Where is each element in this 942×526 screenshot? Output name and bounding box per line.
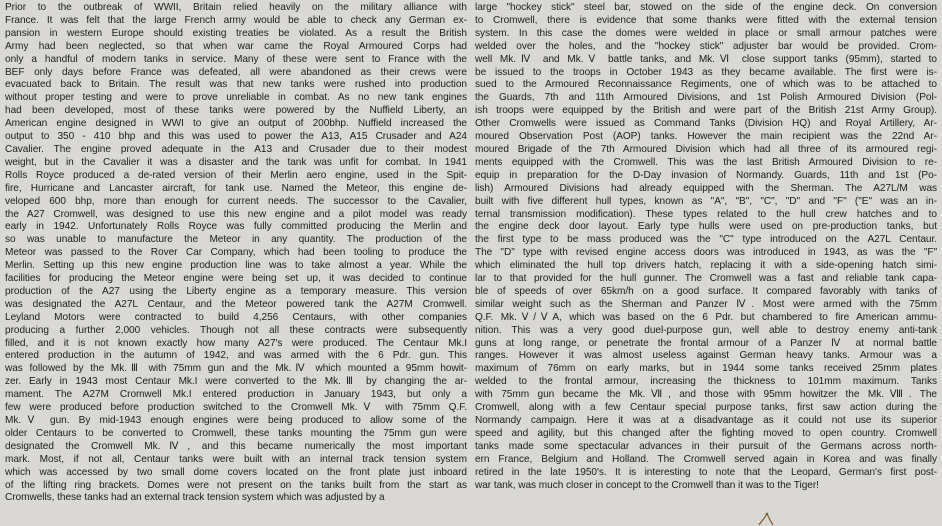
text-line: welded over the holes, and the "hockey stick" adjuster bar would be provided. Crom-: [475, 40, 937, 52]
text-line: the first type to be mass produced was the "C" type introduced on the A27L Centaur.: [475, 234, 937, 246]
text-line: ranges. However it was almost useless against German heavy tanks. Armour was a: [475, 350, 937, 362]
text-line: facilities for producing the Meteor engine were being set up, it was decided to continue: [5, 273, 467, 285]
text-line: ern France, Belgium and Holland. The Cromwell served again in Korea and was finally: [475, 453, 937, 465]
text-line: pansion in western Europe should existing treaties be violated. As a result the British: [5, 27, 467, 39]
text-line: weight, but in the Cavalier it was a disaster and the tank was unfit for combat. In 1941: [5, 156, 467, 168]
corner-decoration: [757, 512, 775, 526]
text-line: lar to that provided for the hull gunner. The Cromwell was a fast and reliable tank capa-: [475, 273, 937, 285]
text-line: Army had been neglected, so that when war came the Royal Armoured Corps had: [5, 40, 467, 52]
text-line: veloped 600 bhp, more than enough for current needs. The successor to the Cavalier,: [5, 195, 467, 207]
text-line: tanks made some spectacular advances in their pursuit of the Germans across north-: [475, 440, 937, 452]
text-line: sued to the Armoured Reconnaissance Regiments, one of which was to be attached to: [475, 79, 937, 91]
text-line: large "hockey stick" steel bar, stowed on the side of the engine deck. On conversion: [475, 2, 937, 13]
text-line: to Cromwell, there is evidence that some thanks were fitted with the external tension: [475, 14, 937, 26]
text-line: war tank, was much closer in concept to the Cromwell than it was to the Tiger!: [475, 479, 819, 491]
column-gutter: [470, 0, 471, 526]
text-line: Leyland Motors were contracted to build 4,256 Centaurs, with other companies: [5, 311, 467, 323]
text-line: ish troops were equipped by the British and were part of the British 21st Army Group).: [475, 105, 937, 117]
text-line: moured Brigade of the 7th Armoured Division which had all three of its armoured regi-: [475, 143, 937, 155]
text-line: filled, and it is not known exactly how many A27's were produced. The Centaur Mk.I: [5, 337, 467, 349]
text-line: Merlin. Setting up this new engine production line was to take almost a year. While the: [5, 260, 467, 272]
text-line: Mk.Ⅴ gun. By mid-1943 enough engines were being produced to allow some of the: [5, 415, 467, 426]
text-line: Cromwells, these tanks had an external track tension system which was adjusted by a: [5, 492, 385, 504]
text-line: Cavalier. The engine proved adequate in the A13 and Crusader due to their modest: [5, 143, 467, 155]
text-line: only a handful of modern tanks in service. Many of these were sent to France with the: [5, 53, 467, 65]
text-line: evacuated back to Britain. The result was that new tanks were rushed into production: [5, 79, 467, 91]
text-line: with 75mm gun became the Mk.Ⅶ, and those with 95mm howitzer the Mk.Ⅷ. The: [475, 389, 937, 401]
text-line: the Guards, 7th and 11th Armoured Divisions, and 1st Polish Armoured Division (Pol-: [475, 92, 937, 104]
text-line: which was accessed by two small dome covers located on the front plate just inboard: [5, 466, 467, 478]
text-line: was followed by the Mk.Ⅲ with 75mm gun and the Mk.Ⅳ which mounted a 95mm howit-: [5, 363, 467, 375]
text-line: equip in preparation for the D-Day invasion of Normandy. Guards, 11th and 1st (Po-: [475, 169, 937, 181]
right-text-column: [475, 2, 937, 492]
text-line: without proper testing and were to prove unreliable in combat. As no new tank engines: [5, 92, 467, 104]
text-line: zer. Early in 1943 most Centaur Mk.I were converted to the Mk.Ⅲ by changing the ar-: [5, 376, 467, 388]
text-line: Other Cromwells were issued as Command Tanks (Division HQ) and Royal Artillery, Ar-: [475, 118, 937, 130]
text-line: the A27 Cromwell, was designed to use this new engine and a pilot model was ready: [5, 208, 467, 220]
text-line: Normandy campaign. Here it was at a disadvantage as it could not use its superior: [475, 415, 937, 426]
text-line: Meteor was passed to the Rover Car Company, which had been tooling to produce the: [5, 247, 467, 259]
text-line: system. In this case the domes were welded in place or small armour patches were: [475, 27, 937, 39]
text-line: which eliminated the hull top drivers hatch, replacing it with a side-opening hatch simi-: [475, 260, 937, 272]
text-line: welded to the frontal armour, increasing the thickness to 101mm maximum. Tanks: [475, 376, 937, 388]
text-line: few were produced before production switched to the Cromwell Mk.Ⅴ with 75mm Q.F.: [5, 402, 467, 414]
text-line: production of the A27 using the Liberty engine as a temporary measure. This version: [5, 285, 467, 297]
text-line: well Mk.Ⅳ and Mk.Ⅴ battle tanks, and Mk.Ⅵ close support tanks (95mm), started to: [475, 53, 937, 65]
text-line: older Centaurs to be converted to Cromwell, these tanks mounting the 75mm gun were: [5, 427, 467, 439]
text-line: entered production in the autumn of 1942, and was armed with the 6 Pdr. gun. This: [5, 350, 467, 362]
text-line: BEF only days before France was defeated, all were abandoned as their crews were: [5, 66, 467, 78]
text-line: was designated the A27L Centaur, and the Meteor powered tank the A27M Cromwell.: [5, 298, 467, 310]
text-line: retired in the late 1950's. It is interesting to note that the Leopard, German's first post-: [475, 466, 937, 478]
text-line: ble of speeds of over 65km/h on a good surface. It compared favorably with tanks of: [475, 285, 937, 297]
text-line: mament. The A27M Cromwell Mk.I entered production in January 1943, but only a: [5, 389, 467, 401]
text-line: American engine designed in WWI to give an output of 200bhp. Nuffield increased the: [5, 118, 467, 130]
text-line: nition. This was a very good duel-purpose gun, well able to destroy enemy anti-tank: [475, 324, 937, 336]
text-line: Cromwell, along with a few Centaur special purpose tanks, first saw action during the: [475, 402, 937, 414]
text-line: fire, Hurricane and Lancaster aircraft, for tank use. Named the Meteor, this engine de-: [5, 182, 467, 194]
text-line: France. It was felt that the large French army would be able to check any German ex-: [5, 14, 467, 26]
text-line: so was unable to manufacture the Meteor in any quantity. The production of the: [5, 234, 467, 246]
left-text-column: [5, 2, 467, 505]
text-line: ments equipped with the Cromwell. This was the last British Armoured Division to re-: [475, 156, 937, 168]
text-line: producing a further 2,000 vehicles. Though not all these contracts were subsequently: [5, 324, 467, 336]
text-line: guns at long range, or penetrate the frontal armour of a Panzer Ⅳ at normal battle: [475, 337, 937, 349]
text-line: speed and agility, but this changed after the fighting moved to open country. Cromwell: [475, 427, 937, 439]
text-line: Q.F. Mk.Ⅴ/ⅤA, which was based on the 6 Pdr. but chambered to fire American ammu-: [475, 311, 937, 323]
text-line: Rolls Royce produced a de-rated version of their Merlin aero engine, used in the Spit-: [5, 169, 467, 181]
text-line: had been developed, most of these tanks were powered by the Nuffield Liberty, an: [5, 105, 467, 117]
text-line: early in 1942. Unfortunately Rolls Royce was fully committed producing the Merlin and: [5, 221, 467, 233]
text-line: similar weight such as the Sherman and Panzer Ⅳ. Most were armed with the 75mm: [475, 298, 937, 310]
text-line: lish) Armoured Divisions had already equipped with the Sherman. The A27L/M was: [475, 182, 937, 194]
text-line: mark. Most, if not all, Centaur tanks were built with an internal track tension system: [5, 453, 467, 465]
text-line: output to 350 - 410 bhp and this was used to power the A13, A15 Crusader and A24: [5, 131, 467, 143]
text-line: be issued to the troops in October 1943 as they became available. The first were is-: [475, 66, 937, 78]
text-line: maximum of 76mm on early marks, but in 1944 some tanks received 25mm plates: [475, 363, 937, 375]
text-line: designated the Cromwell Mk.Ⅳ, and this became numerically the most important: [5, 440, 467, 452]
text-line: of the lifting ring brackets. Domes were not present on the tanks built from the start as: [5, 479, 467, 491]
text-line: The "D" type with revised engine access doors was introduced in 1943, as was the "F": [475, 247, 937, 259]
text-line: ternal transmission modification). These types related to the hull crew hatches and to: [475, 208, 937, 220]
text-line: moured Observation Post (AOP) tanks. However the main recipient was the 22nd Ar-: [475, 131, 937, 143]
text-line: built with five different hull types, known as "A", "B", "C", "D" and "F" ("E" was an in-: [475, 195, 937, 207]
text-line: Prior to the outbreak of WWII, Britain relied heavily on the military alliance with: [5, 2, 467, 13]
text-line: the engine deck door layout. Early type hulls were used on pre-production tanks, but: [475, 221, 937, 233]
